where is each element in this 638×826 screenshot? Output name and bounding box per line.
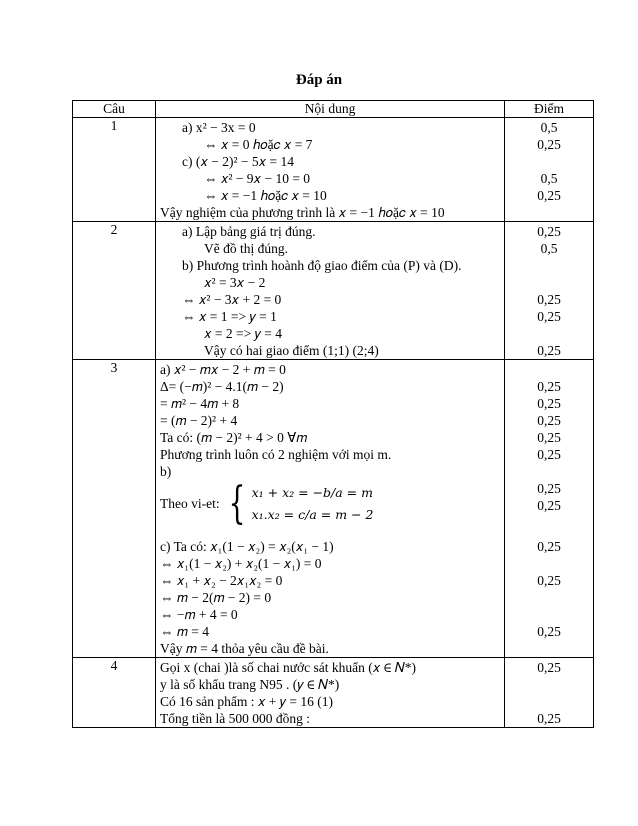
table-header-row (73, 101, 594, 118)
content-line: ⇔ 𝑥 = −1 ℎ𝑜ặ𝑐 𝑥 = 10 (204, 188, 327, 203)
content-line: c) Ta có: 𝑥₁(1 − 𝑥₂) = 𝑥₂(𝑥₁ − 1) (160, 539, 334, 554)
score-value: 0,25 (537, 379, 561, 394)
score-value: 0,25 (537, 447, 561, 462)
content-line: Có 16 sản phẩm : 𝑥 + 𝑦 = 16 (1) (160, 694, 334, 709)
score-value (505, 606, 593, 623)
score-value (505, 325, 593, 342)
question-number: 2 (73, 222, 156, 360)
content-line: Gọi x (chai )là số chai nước sát khuẩn (𝑥 ∈ 𝑁*) (160, 660, 417, 675)
content-line: Phương trình luôn có 2 nghiệm với mọi m. (160, 447, 392, 462)
score-value (505, 555, 593, 572)
content-line: a) 𝑥² − 𝑚𝑥 − 2 + 𝑚 = 0 (160, 362, 286, 377)
score-value (505, 589, 593, 606)
table-row-q2 (73, 222, 594, 360)
vieta-product: 𝑥₁.𝑥₂ = 𝑐/𝑎 = 𝑚 − 2 (251, 507, 374, 522)
score-cell (505, 222, 594, 360)
content-line: a) Lập bảng giá trị đúng. (182, 224, 316, 239)
content-line: Δ= (−𝑚)² − 4.1(𝑚 − 2) (160, 379, 284, 394)
score-value (505, 463, 593, 480)
score-value: 0,25 (537, 498, 561, 513)
content-line: c) (𝑥 − 2)² − 5𝑥 = 14 (182, 154, 295, 169)
content-line: b) (160, 464, 172, 479)
content-line: ⇔ 𝑥² − 3𝑥 + 2 = 0 (182, 292, 282, 307)
score-value (505, 204, 593, 221)
score-value (505, 257, 593, 274)
content-line: b) Phương trình hoành độ giao điểm của (P) và (D). (182, 258, 462, 273)
content-line: Vậy có hai giao điểm (1;1) (2;4) (204, 343, 379, 358)
answer-table (72, 100, 594, 728)
score-value (505, 274, 593, 291)
header-cau: Câu (73, 101, 156, 118)
content-line: ⇔ 𝑥² − 9𝑥 − 10 = 0 (204, 171, 311, 186)
content-line: ⇔ 𝑥₁(1 − 𝑥₂) + 𝑥₂(1 − 𝑥₁) = 0 (160, 556, 322, 571)
content-line: ⇔ 𝑚 − 2(𝑚 − 2) = 0 (160, 590, 272, 605)
question-number: 1 (73, 118, 156, 222)
table-row-q4 (73, 658, 594, 728)
score-value: 0,5 (540, 171, 558, 186)
vieta-equations (252, 482, 374, 526)
content-line: ⇔ 𝑥₁ + 𝑥₂ − 2𝑥₁𝑥₂ = 0 (160, 573, 283, 588)
score-value: 0,25 (537, 292, 561, 307)
table-row-q1 (73, 118, 594, 222)
vieta-system (156, 480, 504, 528)
score-value: 0,25 (537, 343, 561, 358)
score-value: 0,25 (537, 573, 561, 588)
answer-content (156, 222, 505, 360)
score-value: 0,25 (537, 481, 561, 496)
score-value: 0,25 (537, 396, 561, 411)
question-number: 3 (73, 360, 156, 658)
score-value: 0,25 (537, 430, 561, 445)
score-value: 0,5 (540, 241, 558, 256)
question-number: 4 (73, 658, 156, 728)
score-value: 0,25 (537, 660, 561, 675)
page-title: Đáp án (295, 72, 343, 88)
content-line: Tổng tiền là 500 000 đồng : (160, 711, 310, 726)
content-line: ⇔ 𝑚 = 4 (160, 624, 209, 639)
score-value (505, 693, 593, 710)
answer-content (156, 360, 505, 658)
score-value: 0,25 (537, 539, 561, 554)
content-line: Ta có: (𝑚 − 2)² + 4 > 0 ∀𝑚 (160, 430, 308, 445)
score-cell (505, 118, 594, 222)
score-value (505, 153, 593, 170)
score-value: 0,25 (537, 624, 561, 639)
content-line: y là số khẩu trang N95 . (𝑦 ∈ 𝑁*) (160, 677, 340, 692)
content-line: ⇔ 𝑥 = 0 ℎ𝑜ặ𝑐 𝑥 = 7 (204, 137, 313, 152)
spacer (156, 528, 504, 538)
score-value (505, 640, 593, 657)
content-line: Vậy 𝑚 = 4 thỏa yêu cầu đề bài. (160, 641, 329, 656)
content-line: Vậy nghiệm của phương trình là 𝑥 = −1 ℎ𝑜ặ𝑐 𝑥 = 10 (160, 205, 445, 220)
score-value: 0,25 (537, 309, 561, 324)
vieta-label: Theo vi-et: (160, 496, 220, 511)
content-line: ⇔ −𝑚 + 4 = 0 (160, 607, 238, 622)
content-line: ⇔ 𝑥 = 1 => 𝑦 = 1 (182, 309, 277, 324)
vieta-sum: 𝑥₁ + 𝑥₂ = −𝑏/𝑎 = 𝑚 (251, 485, 373, 500)
header-noi-dung: Nội dung (156, 101, 505, 118)
score-value: 0,25 (537, 711, 561, 726)
spacer (505, 514, 593, 538)
score-value: 0,5 (540, 120, 558, 135)
brace-symbol: { (228, 478, 246, 529)
score-value: 0,25 (537, 137, 561, 152)
content-line: Vẽ đồ thị đúng. (204, 241, 288, 256)
score-value: 0,25 (537, 188, 561, 203)
content-line: a) x² − 3x = 0 (182, 120, 256, 135)
score-cell (505, 360, 594, 658)
content-line: = (𝑚 − 2)² + 4 (160, 413, 238, 428)
header-diem: Điểm (505, 101, 594, 118)
table-row-q3 (73, 360, 594, 658)
answer-content (156, 118, 505, 222)
content-line: = 𝑚² − 4𝑚 + 8 (160, 396, 240, 411)
score-value (505, 676, 593, 693)
content-line: 𝑥 = 2 => 𝑦 = 4 (204, 326, 283, 341)
score-value: 0,25 (537, 224, 561, 239)
score-value: 0,25 (537, 413, 561, 428)
score-value (505, 361, 593, 378)
answer-content (156, 658, 505, 728)
content-line: 𝑥² = 3𝑥 − 2 (204, 275, 266, 290)
score-cell (505, 658, 594, 728)
